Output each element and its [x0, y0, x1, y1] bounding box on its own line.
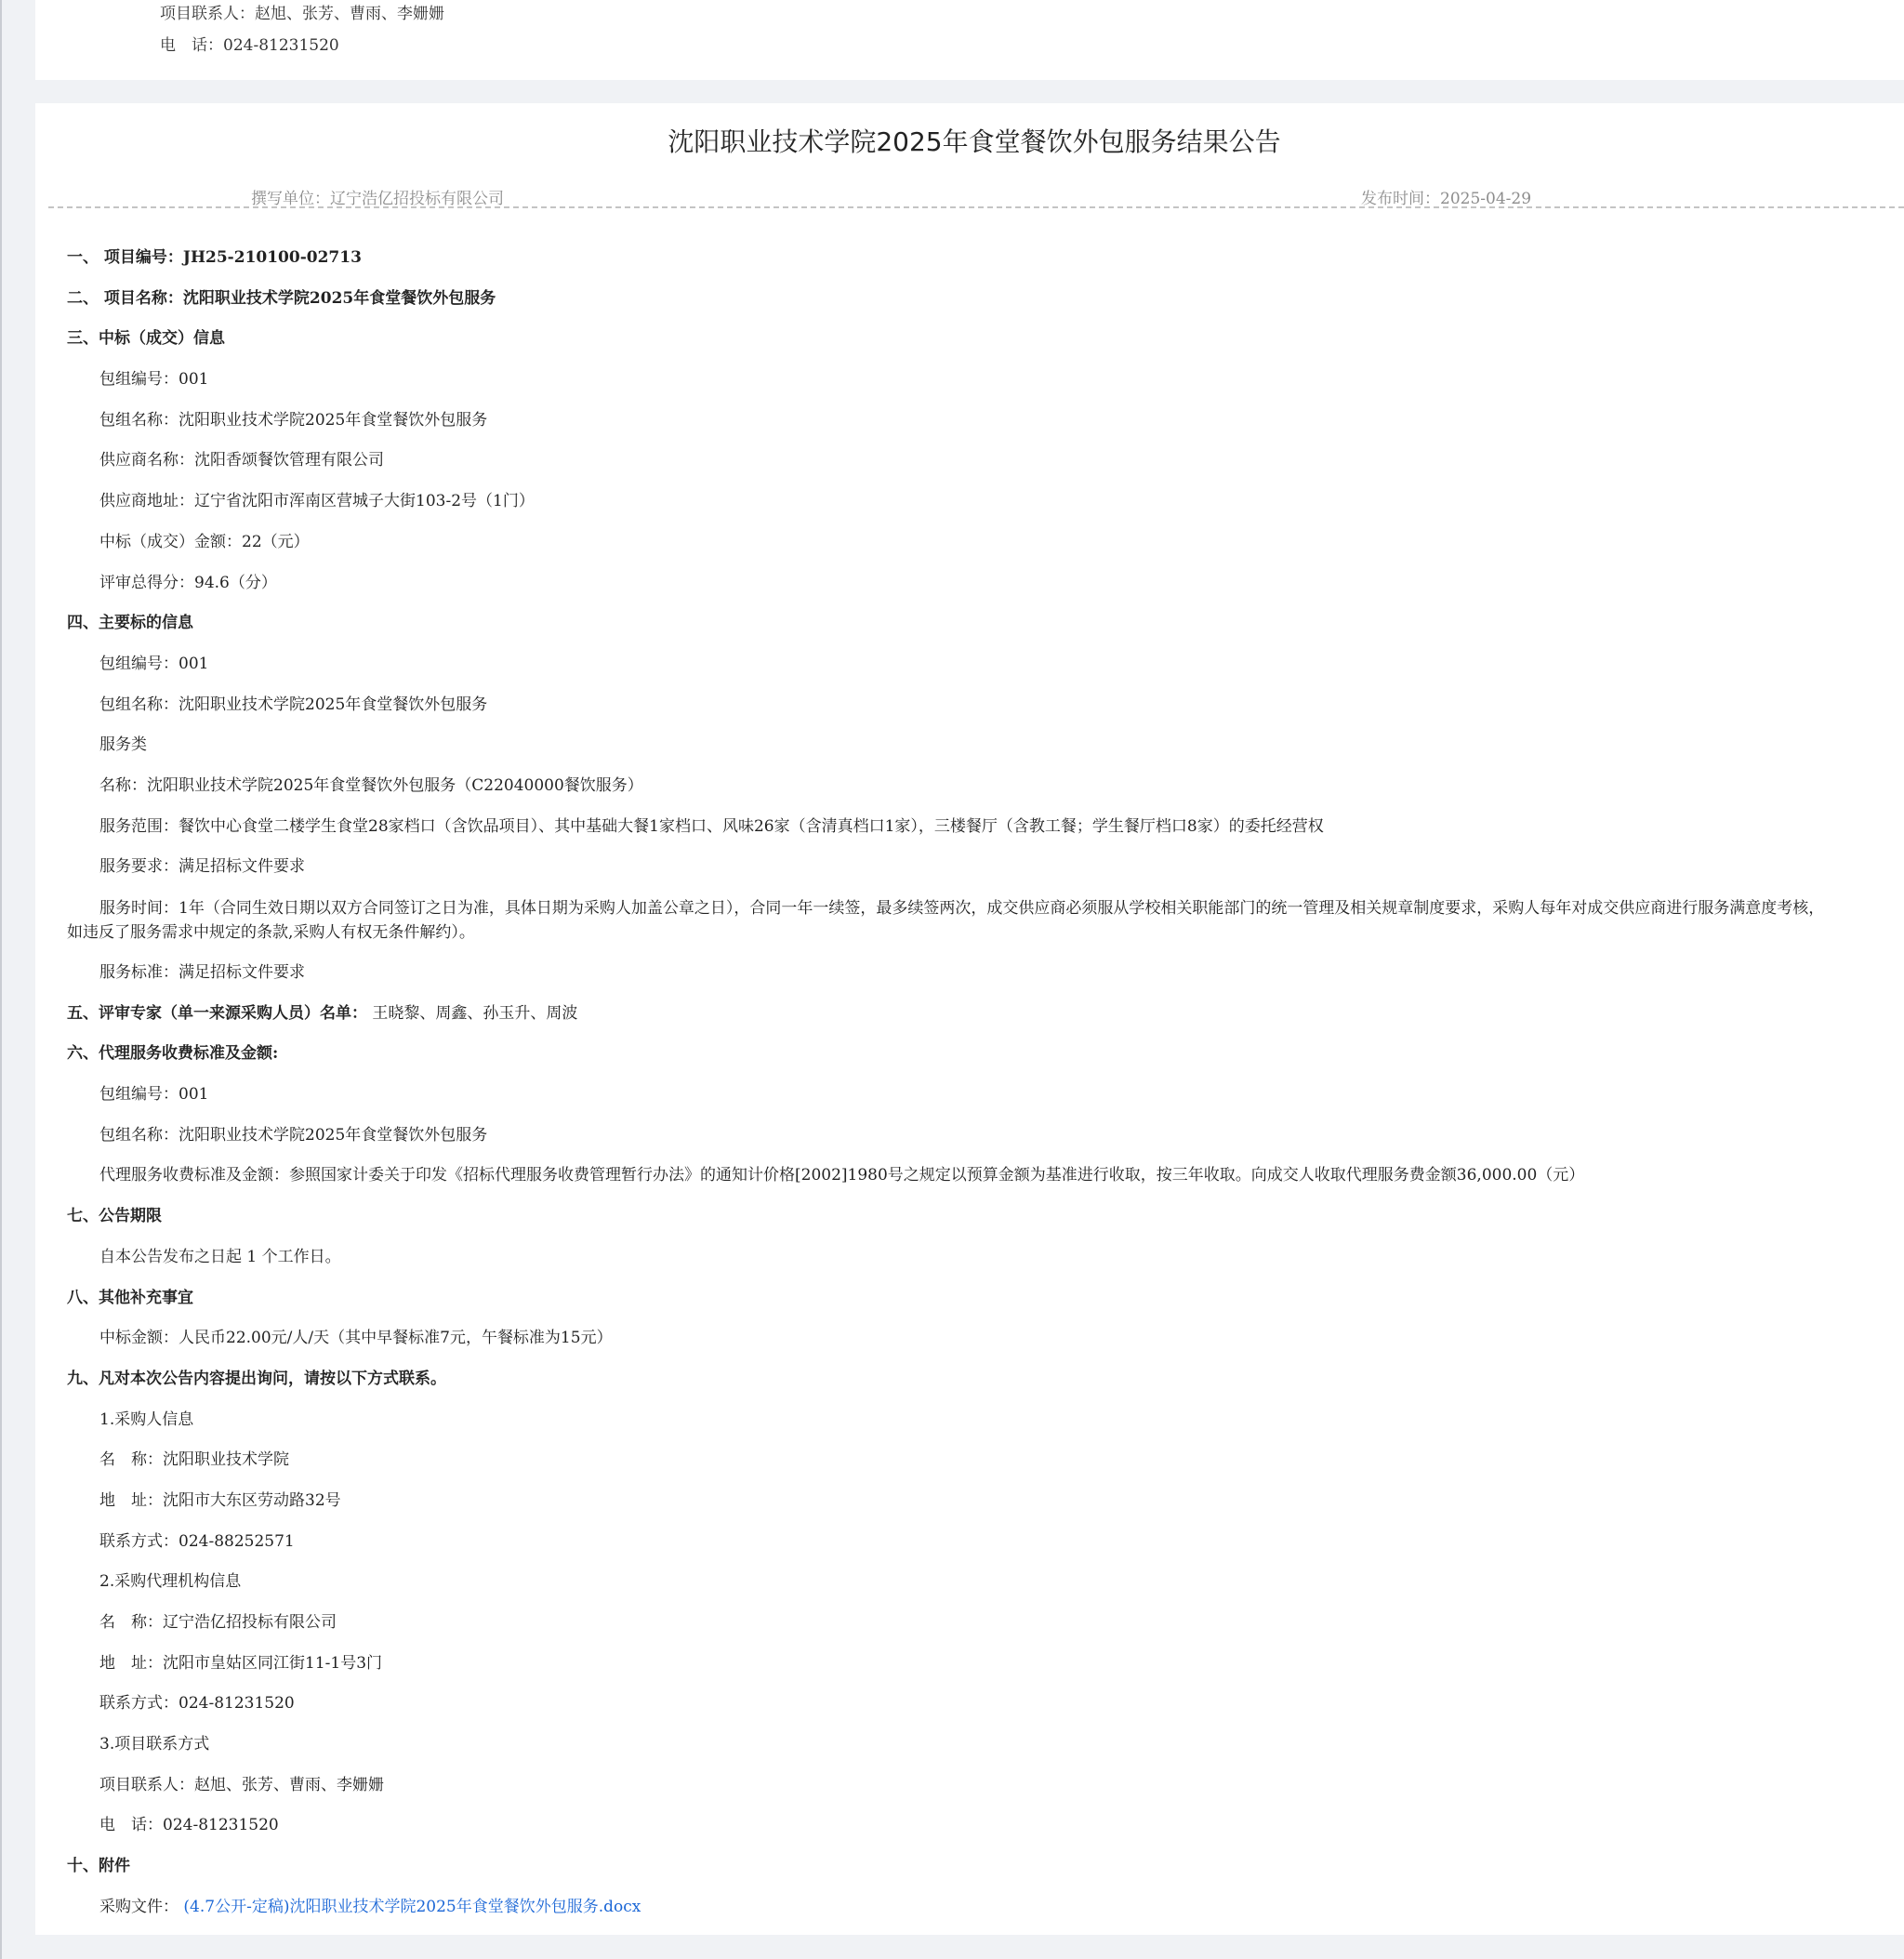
- service-time-line-1: 服务时间：1年（合同生效日期以双方合同签订之日为准，具体日期为采购人加盖公章之日），合同一年一续签，最多续签两次，成交供应商必须服从学校相关职能部门的统一管理及相关规章制度要求，采购人每年对成交供应商进行服务满意度考核，: [99, 899, 1825, 918]
- section-heading-1: 一、 项目编号：JH25-210100-02713: [67, 248, 362, 267]
- list-item: 联系方式：024-88252571: [99, 1531, 295, 1551]
- list-item: 供应商名称：沈阳香颂餐饮管理有限公司: [99, 451, 384, 470]
- list-item: 中标（成交）金额：22（元）: [99, 532, 310, 551]
- date-label: 发布时间：: [1361, 190, 1440, 208]
- announcement-body: [67, 244, 1904, 1934]
- author-value: 辽宁浩亿招投标有限公司: [330, 190, 504, 208]
- service-time-line-2: 如违反了服务需求中规定的条款,采购人有权无条件解约）。: [67, 923, 475, 942]
- list-item: 服务类: [99, 735, 147, 755]
- list-item: 名称：沈阳职业技术学院2025年食堂餐饮外包服务（C22040000餐饮服务）: [99, 775, 643, 795]
- list-item: 自本公告发布之日起 1 个工作日。: [99, 1247, 341, 1266]
- attachment-link[interactable]: (4.7公开-定稿)沈阳职业技术学院2025年食堂餐饮外包服务.docx: [183, 1897, 641, 1916]
- list-item: 联系方式：024-81231520: [99, 1694, 295, 1714]
- section-heading-4: 四、主要标的信息: [67, 614, 193, 633]
- experts-names: 王晓黎、周鑫、孙玉升、周波: [372, 1003, 578, 1023]
- author-label: 撰写单位：: [251, 190, 330, 208]
- list-item: 2.采购代理机构信息: [99, 1572, 242, 1592]
- phone-text: 电 话：024-81231520: [160, 36, 339, 55]
- list-item: 评审总得分：94.6（分）: [99, 573, 277, 592]
- list-item: 供应商地址：辽宁省沈阳市浑南区营城子大街103-2号（1门）: [99, 492, 535, 511]
- list-item: 项目联系人：赵旭、张芳、曹雨、李姗姗: [99, 1775, 384, 1794]
- page-title: 沈阳职业技术学院2025年食堂餐饮外包服务结果公告: [668, 126, 1281, 157]
- list-item: 包组编号：001: [99, 1085, 209, 1105]
- contact-people-text: 项目联系人：赵旭、张芳、曹雨、李姗姗: [160, 5, 444, 23]
- list-item: 3.项目联系方式: [99, 1735, 210, 1754]
- dashed-divider: [48, 206, 1904, 208]
- section-heading-2: 二、 项目名称：沈阳职业技术学院2025年食堂餐饮外包服务: [67, 288, 496, 308]
- list-item: 中标金额：人民币22.00元/人/天（其中早餐标准7元，午餐标准为15元）: [99, 1329, 613, 1348]
- section-heading-9: 九、凡对本次公告内容提出询问，请按以下方式联系。: [67, 1369, 446, 1388]
- section-heading-6: 六、代理服务收费标准及金额:: [67, 1044, 279, 1064]
- list-item: 服务范围：餐饮中心食堂二楼学生食堂28家档口（含饮品项目）、其中基础大餐1家档口、风味26家（含清真档口1家），三楼餐厅（含教工餐；学生餐厅档口8家）的委托经营权: [99, 816, 1324, 836]
- service-time-paragraph: [67, 893, 1904, 959]
- list-item: 地 址：沈阳市大东区劳动路32号: [99, 1490, 341, 1510]
- list-item: 包组名称：沈阳职业技术学院2025年食堂餐饮外包服务: [99, 695, 488, 714]
- list-item: 1.采购人信息: [99, 1410, 194, 1429]
- list-item: 名 称：沈阳职业技术学院: [99, 1450, 289, 1470]
- attachment-row: [67, 1893, 1904, 1934]
- window-left-edge: [0, 0, 2, 1959]
- section-heading-10: 十、附件: [67, 1857, 130, 1876]
- list-item: 服务要求：满足招标文件要求: [99, 857, 305, 877]
- announcement-panel: [35, 103, 1904, 1935]
- attachment-label: 采购文件：: [99, 1897, 178, 1916]
- section-5-row: [67, 999, 1904, 1040]
- list-item: 包组编号：001: [99, 370, 209, 390]
- section-heading-5: 五、评审专家（单一来源采购人员）名单：: [67, 1003, 367, 1023]
- list-item: 服务标准：满足招标文件要求: [99, 963, 305, 982]
- list-item: 地 址：沈阳市皇姑区同江街11-1号3门: [99, 1653, 383, 1673]
- section-heading-7: 七、公告期限: [67, 1207, 162, 1226]
- section-heading-3: 三、中标（成交）信息: [67, 329, 225, 349]
- list-item: 包组名称：沈阳职业技术学院2025年食堂餐饮外包服务: [99, 410, 488, 430]
- section-heading-8: 八、其他补充事宜: [67, 1288, 193, 1307]
- list-item: 包组名称：沈阳职业技术学院2025年食堂餐饮外包服务: [99, 1125, 488, 1145]
- date-value: 2025-04-29: [1440, 190, 1532, 208]
- previous-announcement-panel: [35, 0, 1904, 80]
- author-meta: [251, 185, 504, 208]
- list-item: 包组编号：001: [99, 654, 209, 673]
- list-item: 电 话：024-81231520: [99, 1816, 279, 1835]
- date-meta: [1361, 185, 1531, 208]
- list-item: 代理服务收费标准及金额：参照国家计委关于印发《招标代理服务收费管理暂行办法》的通知计价格[2002]1980号之规定以预算金额为基准进行收取，按三年收取。向成交人收取代理服务费金额36,000.00（元）: [99, 1166, 1585, 1185]
- list-item: 名 称：辽宁浩亿招投标有限公司: [99, 1613, 337, 1632]
